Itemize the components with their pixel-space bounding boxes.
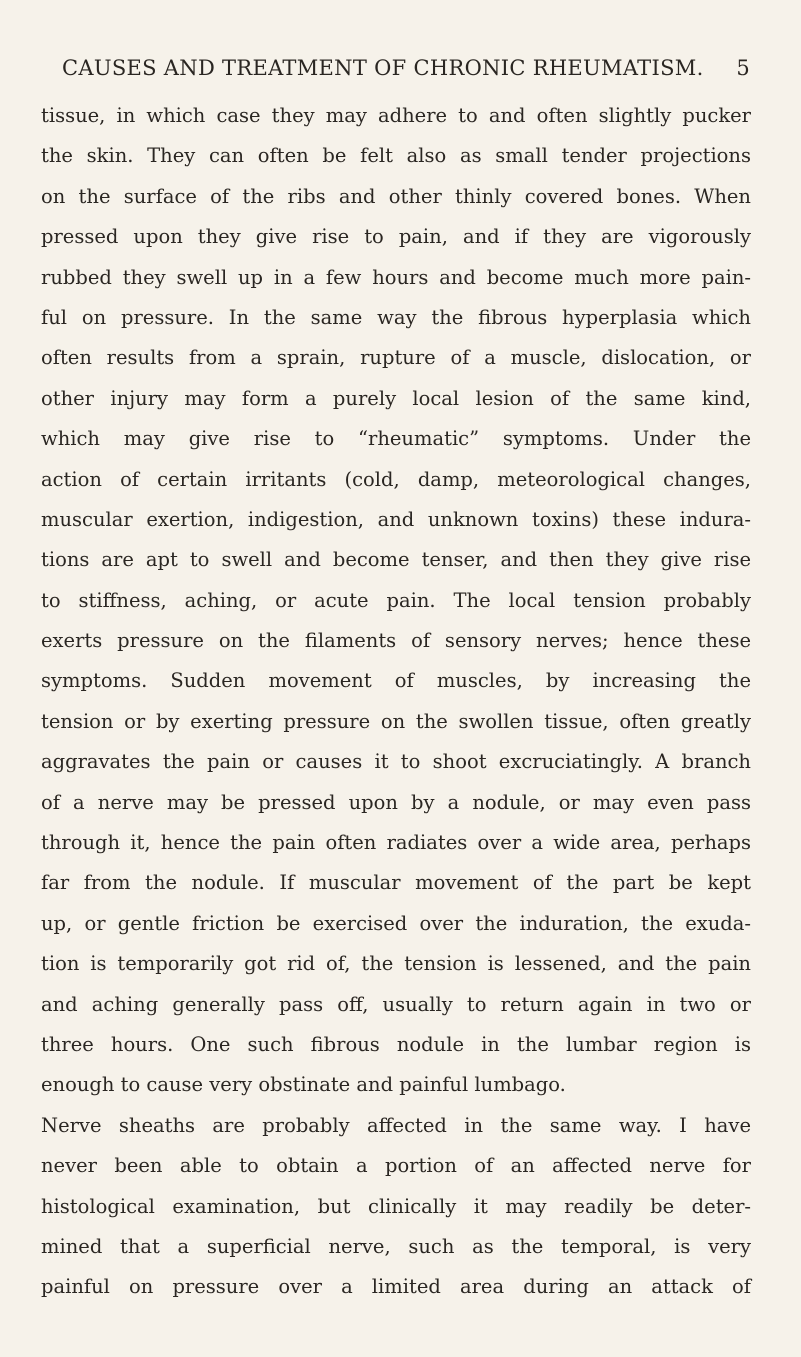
page-number: 5 <box>736 56 750 80</box>
text-line: ful on pressure. In the same way the fibrous hyperplasia which <box>41 305 751 329</box>
text-line: tension or by exerting pressure on the swollen tissue, often greatly <box>41 709 751 733</box>
text-line: exerts pressure on the filaments of sensory nerves; hence these <box>41 629 751 653</box>
text-line: enough to cause very obstinate and painful lumbago. <box>41 1073 566 1097</box>
text-line: aggravates the pain or causes it to shoot excruciatingly. A branch <box>41 750 751 774</box>
text-line: other injury may form a purely local lesion of the same kind, <box>41 386 751 410</box>
text-line: of a nerve may be pressed upon by a nodule, or may even pass <box>41 790 751 814</box>
text-line: tions are apt to swell and become tenser, and then they give rise <box>41 548 751 572</box>
text-line: through it, hence the pain often radiates over a wide area, perhaps <box>41 831 751 855</box>
text-line: the skin. They can often be felt also as small tender projections <box>41 144 751 168</box>
text-line: Nerve sheaths are probably affected in the same way. I have <box>41 1113 751 1137</box>
running-head <box>50 56 750 86</box>
text-line: to stiffness, aching, or acute pain. The local tension probably <box>41 588 751 612</box>
text-line: painful on pressure over a limited area during an attack of <box>41 1275 751 1299</box>
text-line: pressed upon they give rise to pain, and if they are vigorously <box>41 225 751 249</box>
text-line: which may give rise to “rheumatic” symptoms. Under the <box>41 427 751 451</box>
text-line: mined that a superficial nerve, such as the temporal, is very <box>41 1234 751 1258</box>
text-line: on the surface of the ribs and other thinly covered bones. When <box>41 184 751 208</box>
text-line: never been able to obtain a portion of an affected nerve for <box>41 1154 751 1178</box>
text-line: and aching generally pass off, usually to return again in two or <box>41 992 751 1016</box>
text-line: rubbed they swell up in a few hours and become much more pain- <box>41 265 751 289</box>
text-line: far from the nodule. If muscular movement of the part be kept <box>41 871 751 895</box>
text-line: symptoms. Sudden movement of muscles, by increasing the <box>41 669 751 693</box>
text-line: three hours. One such fibrous nodule in the lumbar region is <box>41 1032 751 1056</box>
running-title: CAUSES AND TREATMENT OF CHRONIC RHEUMATISM. <box>62 56 704 80</box>
text-line: tion is temporarily got rid of, the tension is lessened, and the pain <box>41 952 751 976</box>
text-line: action of certain irritants (cold, damp, meteorological changes, <box>41 467 751 491</box>
text-line: up, or gentle friction be exercised over the induration, the exuda- <box>41 911 751 935</box>
text-line: histological examination, but clinically it may readily be deter- <box>41 1194 751 1218</box>
body-text <box>41 96 751 1308</box>
text-line: muscular exertion, indigestion, and unknown toxins) these indura- <box>41 507 751 531</box>
text-line: tissue, in which case they may adhere to and often slightly pucker <box>41 104 751 127</box>
text-line: often results from a sprain, rupture of a muscle, dislocation, or <box>41 346 751 370</box>
